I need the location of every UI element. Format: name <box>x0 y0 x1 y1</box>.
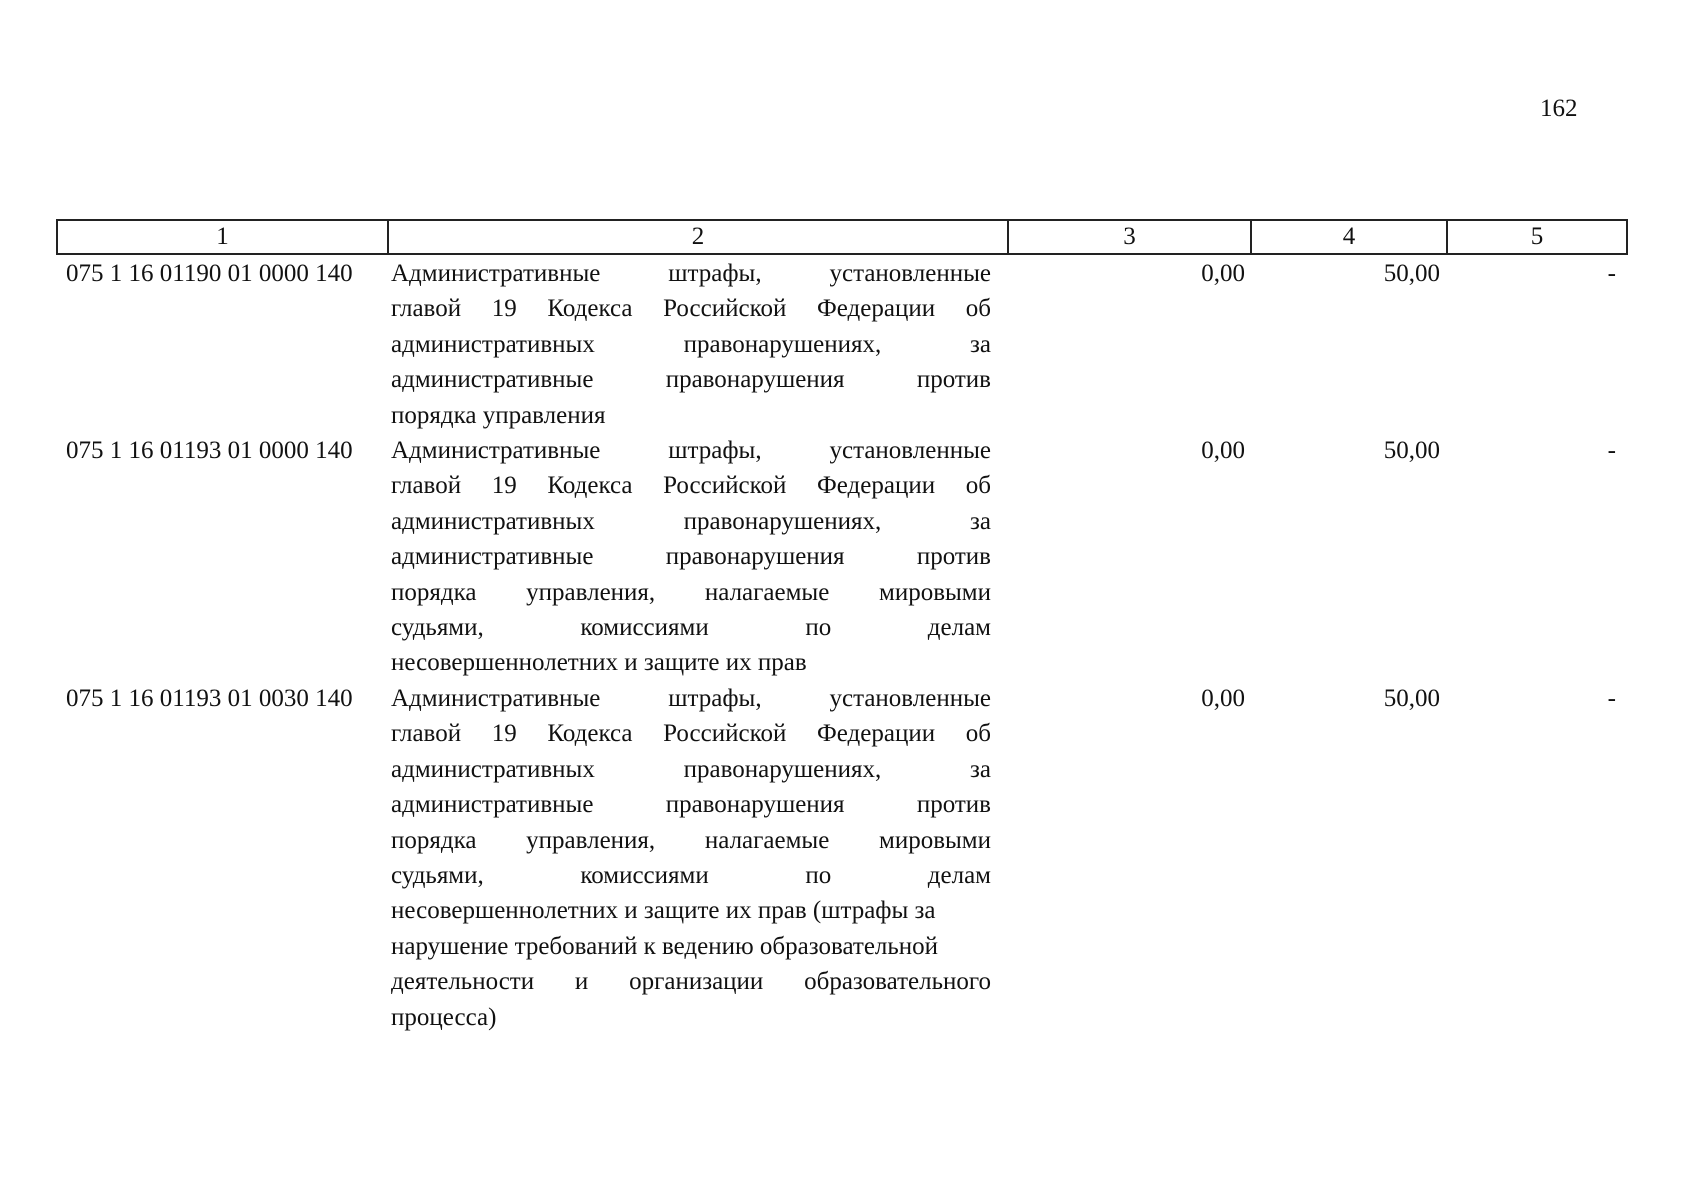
budget-code: 075 1 16 01193 01 0030 140 <box>66 685 353 712</box>
description-line: порядка управления <box>391 401 606 429</box>
description-line: административные правонарушения против <box>391 543 991 571</box>
description-line: главой 19 Кодекса Российской Федерации об <box>391 295 991 323</box>
description-line: нарушение требований к ведению образовательной <box>391 932 939 960</box>
page-number: 162 <box>1540 95 1578 122</box>
description-line: административных правонарушениях, за <box>391 755 991 783</box>
description-line: административных правонарушениях, за <box>391 330 991 358</box>
value-col-4: 50,00 <box>1383 685 1440 712</box>
value-col-3: 0,00 <box>1201 437 1245 464</box>
budget-code: 075 1 16 01193 01 0000 140 <box>66 437 353 464</box>
description-line: административные правонарушения против <box>391 366 991 394</box>
description-line: порядка управления, налагаемые мировыми <box>391 578 991 606</box>
description-line: несовершеннолетних и защите их прав <box>391 649 807 677</box>
row-description <box>391 256 991 433</box>
value-col-5: - <box>1607 685 1616 712</box>
value-col-4: 50,00 <box>1383 437 1440 464</box>
description-line: Административные штрафы, установленные <box>391 685 991 712</box>
column-header-4: 4 <box>1251 220 1447 254</box>
budget-code: 075 1 16 01190 01 0000 140 <box>66 260 353 287</box>
description-line: судьями, комиссиями по делам <box>391 614 991 642</box>
description-line: административных правонарушениях, за <box>391 507 991 535</box>
column-header-5: 5 <box>1447 220 1627 254</box>
description-line: несовершеннолетних и защите их прав (штрафы за <box>391 897 936 925</box>
value-col-3: 0,00 <box>1201 685 1245 712</box>
description-line: Административные штрафы, установленные <box>391 437 991 464</box>
column-header-row <box>57 220 1627 254</box>
column-header-table <box>56 219 1628 255</box>
description-line: порядка управления, налагаемые мировыми <box>391 826 991 854</box>
description-line: главой 19 Кодекса Российской Федерации об <box>391 720 991 748</box>
description-line: процесса) <box>391 1003 497 1031</box>
value-col-4: 50,00 <box>1383 260 1440 287</box>
row-description <box>391 681 991 1035</box>
description-line: Административные штрафы, установленные <box>391 260 991 287</box>
column-header-1: 1 <box>57 220 388 254</box>
column-header-3: 3 <box>1008 220 1251 254</box>
value-col-5: - <box>1607 437 1616 464</box>
value-col-3: 0,00 <box>1201 260 1245 287</box>
value-col-5: - <box>1607 260 1616 287</box>
row-description <box>391 433 991 681</box>
description-line: деятельности и организации образовательного <box>391 968 991 996</box>
description-line: судьями, комиссиями по делам <box>391 862 991 890</box>
column-header-2: 2 <box>388 220 1008 254</box>
description-line: административные правонарушения против <box>391 791 991 819</box>
description-line: главой 19 Кодекса Российской Федерации об <box>391 472 991 500</box>
